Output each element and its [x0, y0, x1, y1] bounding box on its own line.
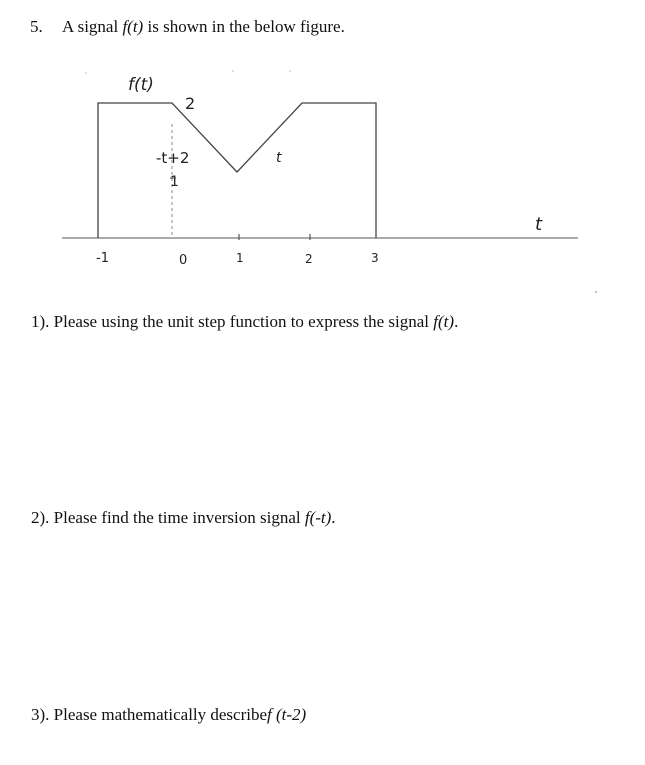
- x-axis-label: t: [535, 214, 543, 235]
- segment-left-label: -t+2: [156, 149, 190, 167]
- segment-right-label: t: [276, 150, 282, 166]
- min-label: 1: [170, 174, 179, 190]
- scan-speck: [232, 70, 234, 72]
- signal-curve: [98, 103, 376, 238]
- question-expression: f (t-2): [267, 705, 307, 724]
- question-text-before: Please using the unit step function to express the signal: [49, 312, 434, 331]
- tick-label: 2: [305, 252, 313, 266]
- problem-signal: f(t): [122, 17, 144, 36]
- question-expression: f(t): [433, 312, 455, 331]
- tick-label: 3: [371, 251, 379, 265]
- signal-figure: [0, 0, 645, 300]
- scan-speck: [85, 72, 87, 74]
- question-text-before: Please find the time inversion signal: [49, 508, 305, 527]
- question-number: 2).: [31, 508, 50, 527]
- question-text-after: .: [454, 312, 459, 331]
- problem-text-after: is shown in the below figure.: [143, 17, 345, 36]
- peak-label: 2: [185, 94, 196, 113]
- question-number: 1).: [31, 312, 50, 331]
- problem-text-before: A signal: [62, 17, 123, 36]
- y-axis-label: f(t): [128, 75, 154, 95]
- tick-label: 0: [179, 253, 188, 268]
- question-text-before: Please mathematically describe: [49, 705, 268, 724]
- problem-number: 5.: [30, 17, 43, 36]
- scan-speck: [595, 291, 597, 293]
- question-text-after: .: [331, 508, 336, 527]
- question-2: [31, 508, 336, 528]
- question-3: [31, 705, 306, 725]
- tick-label: 1: [236, 251, 244, 265]
- scan-speck: [289, 70, 291, 72]
- question-number: 3).: [31, 705, 50, 724]
- tick-label: -1: [96, 251, 109, 266]
- question-1: [31, 312, 458, 332]
- question-expression: f(-t): [304, 508, 332, 527]
